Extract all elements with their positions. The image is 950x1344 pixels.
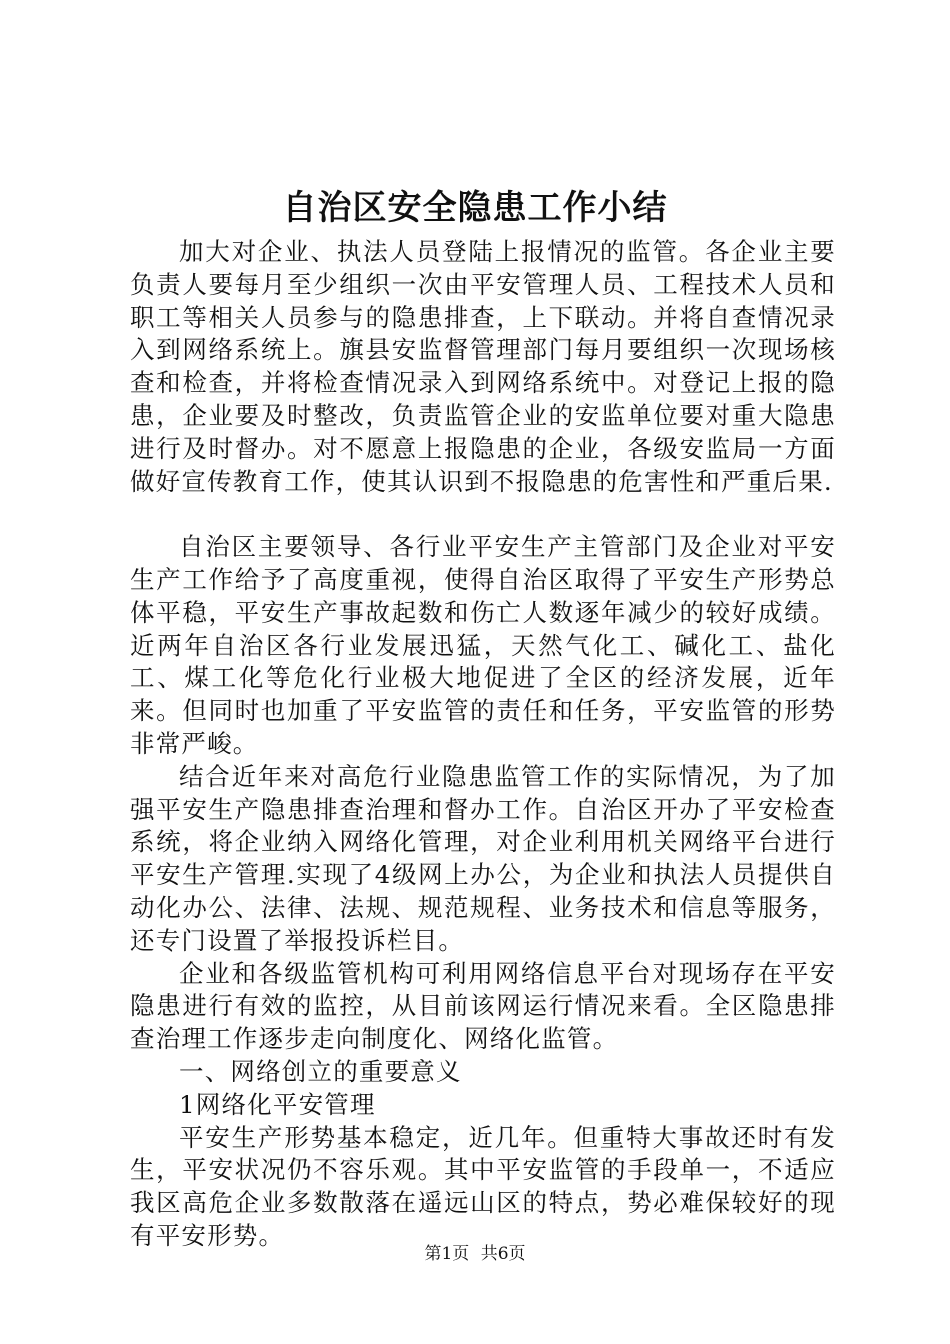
paragraph-5: 平安生产形势基本稳定，近几年。但重特大事故还时有发生，平安状况仍不容乐观。其中平安监管的手段单一，不适应我区高危企业多数散落在遥远山区的特点，势必难保较好的现有平安形势。: [130, 1122, 836, 1250]
page-footer: 第1页 共6页: [424, 1244, 526, 1264]
paragraph-4: 企业和各级监管机构可利用网络信息平台对现场存在平安隐患进行有效的监控，从目前该网运行情况来看。全区隐患排查治理工作逐步走向制度化、网络化监管。: [130, 958, 836, 1054]
section-heading: 一、网络创立的重要意义: [179, 1056, 462, 1086]
document-body: [130, 236, 836, 1253]
paragraph-1: 加大对企业、执法人员登陆上报情况的监管。各企业主要负责人要每月至少组织一次由平安管理人员、工程技术人员和职工等相关人员参与的隐患排查，上下联动。并将自查情况录入到网络系统上。旗县安监督管理部门每月要组织一次现场核查和检查，并将检查情况录入到网络系统中。对登记上报的隐患，企业要及时整改，负责监管企业的安监单位要对重大隐患进行及时督办。对不愿意上报隐患的企业，各级安监局一方面做好宣传教育工作，使其认识到不报隐患的危害性和严重后果.: [130, 237, 836, 496]
document-title: 自治区安全隐患工作小结: [282, 188, 668, 228]
paragraph-3: 结合近年来对高危行业隐患监管工作的实际情况，为了加强平安生产隐患排查治理和督办工作。自治区开办了平安检查系统，将企业纳入网络化管理，对企业利用机关网络平台进行平安生产管理.实现了4级网上办公，为企业和执法人员提供自动化办公、法律、法规、规范规程、业务技术和信息等服务，还专门设置了举报投诉栏目。: [130, 761, 836, 955]
subsection-heading: 1网络化平安管理: [179, 1089, 376, 1119]
paragraph-spacer: [130, 498, 836, 531]
paragraph-2: 自治区主要领导、各行业平安生产主管部门及企业对平安生产工作给予了高度重视，使得自治区取得了平安生产形势总体平稳，平安生产事故起数和伤亡人数逐年减少的较好成绩。近两年自治区各行业发展迅猛，天然气化工、碱化工、盐化工、煤工化等危化行业极大地促进了全区的经济发展，近年来。但同时也加重了平安监管的责任和任务，平安监管的形势非常严峻。: [130, 532, 836, 758]
